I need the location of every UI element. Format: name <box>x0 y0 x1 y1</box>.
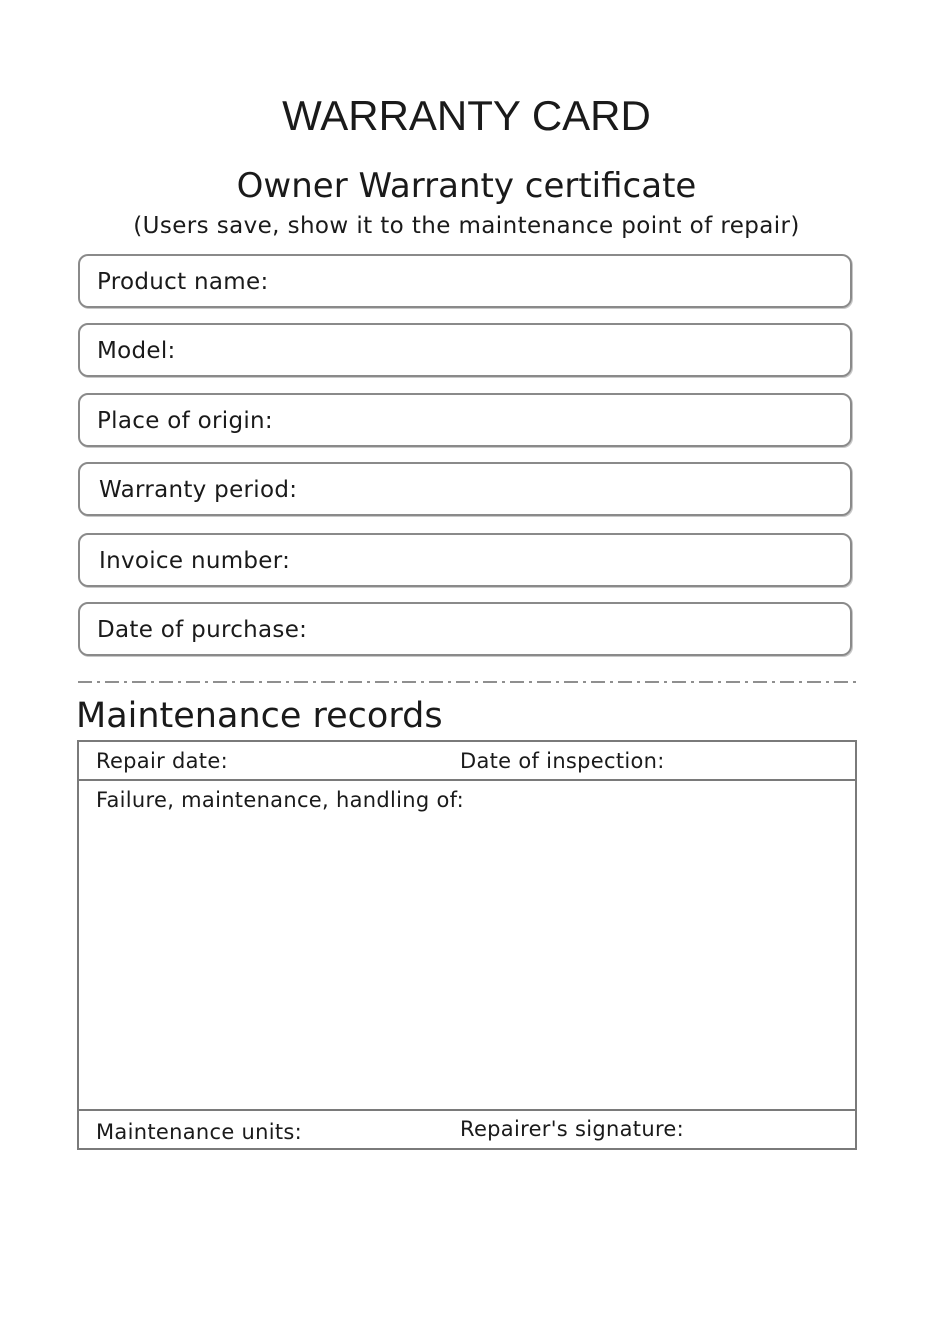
card-title: WARRANTY CARD <box>282 92 651 139</box>
usage-note: (Users save, show it to the maintenance point of repair) <box>133 213 800 239</box>
date-of-purchase-field[interactable] <box>78 602 852 656</box>
model-field[interactable] <box>78 323 852 377</box>
model-label: Model: <box>97 338 176 364</box>
product-name-field[interactable] <box>78 254 852 308</box>
place-of-origin-field[interactable] <box>78 393 852 447</box>
warranty-period-label: Warranty period: <box>99 477 298 503</box>
invoice-number-field[interactable] <box>78 533 852 587</box>
place-of-origin-label: Place of origin: <box>97 408 273 434</box>
date-of-inspection-label: Date of inspection: <box>460 749 665 773</box>
warranty-period-field[interactable] <box>78 462 852 516</box>
maintenance-records-title: Maintenance records <box>76 696 443 736</box>
date-of-purchase-label: Date of purchase: <box>97 617 308 643</box>
repairer-signature-label: Repairer's signature: <box>460 1117 685 1141</box>
failure-handling-label: Failure, maintenance, handling of: <box>96 788 464 812</box>
table-row-divider <box>79 1109 855 1111</box>
invoice-number-label: Invoice number: <box>99 548 291 574</box>
product-name-label: Product name: <box>97 269 269 295</box>
certificate-subtitle: Owner Warranty certificate <box>236 166 697 206</box>
cut-line-divider <box>78 681 856 683</box>
table-row-divider <box>79 779 855 781</box>
maintenance-units-label: Maintenance units: <box>96 1120 303 1144</box>
repair-date-label: Repair date: <box>96 749 228 773</box>
maintenance-records-table <box>77 740 857 1150</box>
